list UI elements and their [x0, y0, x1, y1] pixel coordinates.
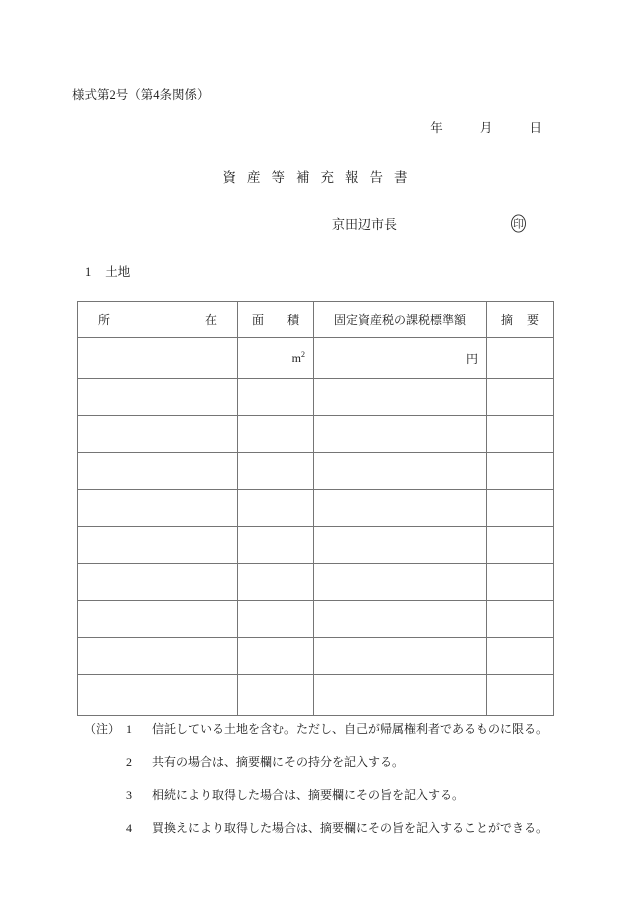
form-number: 様式第2号（第4条関係） — [72, 88, 210, 102]
date-month-label: 月 — [479, 121, 493, 135]
note-item — [84, 819, 564, 836]
note-text: 共有の場合は、摘要欄にその持分を記入する。 — [152, 755, 405, 769]
date-year-label: 年 — [430, 121, 443, 135]
header-cell-remark — [487, 302, 554, 338]
table-row — [78, 416, 554, 453]
section-heading — [85, 262, 130, 280]
seal-stamp-icon — [509, 214, 528, 233]
note-number: 1 — [126, 722, 132, 736]
cell-location[interactable] — [78, 564, 238, 601]
cell-tax-base[interactable] — [314, 675, 487, 716]
cell-remark[interactable] — [487, 564, 554, 601]
area-unit-exponent: 2 — [301, 350, 305, 359]
cell-remark[interactable] — [487, 675, 554, 716]
table-row — [78, 601, 554, 638]
cell-tax-base[interactable] — [314, 416, 487, 453]
cell-tax-base[interactable] — [314, 490, 487, 527]
section-number: 1 — [85, 265, 92, 279]
title-char: 資 — [222, 170, 236, 185]
addressee: 京田辺市長 — [332, 217, 398, 232]
cell-tax-base[interactable] — [314, 564, 487, 601]
title-char: 告 — [369, 170, 383, 185]
note-number: 4 — [126, 821, 132, 835]
page-title — [0, 166, 630, 186]
header-area-left: 面 — [252, 313, 265, 327]
notes-label: （注） — [84, 722, 121, 736]
note-text: 信託している土地を含む。ただし、自己が帰属権利者であるものに限る。 — [152, 722, 549, 736]
table-row — [78, 564, 554, 601]
header-cell-area — [238, 302, 314, 338]
cell-location[interactable] — [78, 338, 238, 379]
cell-area[interactable] — [238, 453, 314, 490]
cell-location[interactable] — [78, 379, 238, 416]
title-char: 等 — [271, 170, 285, 185]
note-number: 3 — [126, 788, 132, 802]
note-item — [84, 753, 564, 770]
note-item — [84, 786, 564, 803]
table-row — [78, 490, 554, 527]
cell-area-unit[interactable] — [238, 338, 314, 379]
cell-tax-base[interactable] — [314, 601, 487, 638]
header-remark-left: 摘 — [501, 313, 514, 327]
notes-section — [84, 720, 564, 836]
title-char: 書 — [394, 170, 408, 185]
cell-location[interactable] — [78, 490, 238, 527]
cell-tax-base[interactable] — [314, 527, 487, 564]
cell-location[interactable] — [78, 527, 238, 564]
cell-location[interactable] — [78, 601, 238, 638]
tax-unit-label: 円 — [465, 351, 478, 366]
cell-remark[interactable] — [487, 338, 554, 379]
header-remark-right: 要 — [526, 313, 539, 327]
note-text: 買換えにより取得した場合は、摘要欄にその旨を記入することができる。 — [152, 821, 549, 835]
cell-area[interactable] — [238, 564, 314, 601]
table-header-row — [78, 302, 554, 338]
header-location-right: 在 — [204, 313, 217, 327]
cell-remark[interactable] — [487, 527, 554, 564]
cell-tax-unit[interactable] — [314, 338, 487, 379]
title-char: 報 — [345, 170, 359, 185]
cell-area[interactable] — [238, 527, 314, 564]
date-day-label: 日 — [529, 121, 542, 135]
cell-area[interactable] — [238, 638, 314, 675]
cell-location[interactable] — [78, 453, 238, 490]
cell-area[interactable] — [238, 601, 314, 638]
cell-remark[interactable] — [487, 638, 554, 675]
cell-area[interactable] — [238, 490, 314, 527]
note-number: 2 — [126, 755, 132, 769]
area-unit-label: m — [291, 351, 301, 365]
title-char: 充 — [320, 170, 334, 185]
cell-tax-base[interactable] — [314, 379, 487, 416]
cell-location[interactable] — [78, 675, 238, 716]
date-line — [0, 118, 630, 136]
header-location-left: 所 — [98, 313, 111, 327]
cell-remark[interactable] — [487, 379, 554, 416]
table-unit-row — [78, 338, 554, 379]
header-cell-location — [78, 302, 238, 338]
cell-location[interactable] — [78, 638, 238, 675]
title-char: 産 — [247, 170, 261, 185]
table-row — [78, 638, 554, 675]
note-item — [84, 720, 564, 737]
title-char: 補 — [296, 170, 310, 185]
land-table — [77, 301, 554, 716]
svg-text:印: 印 — [513, 218, 524, 231]
header-area-right: 積 — [286, 313, 299, 327]
cell-remark[interactable] — [487, 453, 554, 490]
cell-area[interactable] — [238, 675, 314, 716]
cell-tax-base[interactable] — [314, 453, 487, 490]
table-row — [78, 527, 554, 564]
table-row — [78, 675, 554, 716]
table-row — [78, 453, 554, 490]
cell-location[interactable] — [78, 416, 238, 453]
table-row — [78, 379, 554, 416]
cell-remark[interactable] — [487, 416, 554, 453]
cell-area[interactable] — [238, 379, 314, 416]
cell-tax-base[interactable] — [314, 638, 487, 675]
section-label: 土地 — [105, 265, 131, 279]
header-cell-tax-base: 固定資産税の課税標準額 — [314, 302, 487, 338]
cell-remark[interactable] — [487, 490, 554, 527]
cell-area[interactable] — [238, 416, 314, 453]
cell-remark[interactable] — [487, 601, 554, 638]
note-text: 相続により取得した場合は、摘要欄にその旨を記入する。 — [152, 788, 465, 802]
